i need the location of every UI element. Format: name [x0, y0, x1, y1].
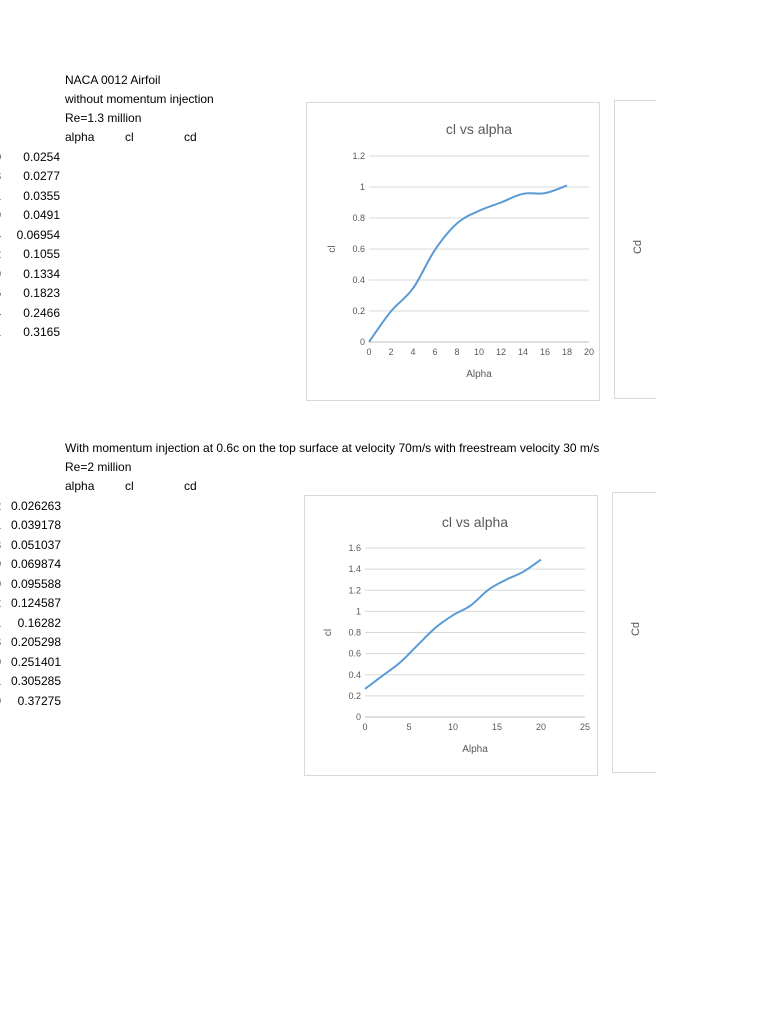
table-header-cell: cd: [184, 479, 197, 493]
x-tick-label: 20: [583, 347, 595, 357]
table-cell: 0.205298: [10, 635, 61, 649]
table-cell: [0, 189, 1, 203]
x-tick-label: 10: [473, 347, 485, 357]
table-cell: 0.1334: [23, 266, 60, 281]
chart-title: cl vs alpha: [441, 514, 509, 530]
data-table-2: [10, 479, 245, 714]
y-tick-label: 0.8: [352, 213, 365, 223]
y-tick-label: 0: [359, 337, 365, 347]
y-axis-label: cl: [327, 245, 338, 253]
y-tick-label: 1: [359, 182, 365, 192]
table-cell: 0.0355: [23, 188, 60, 203]
section1-title: NACA 0012 Airfoil: [65, 73, 161, 87]
y-tick-label: 1.2: [348, 585, 361, 596]
table-cell: 0.16282: [17, 615, 61, 630]
section2-reynolds: Re=2 million: [65, 460, 132, 474]
side-chart-1-ylabel: Cd: [632, 239, 645, 255]
x-axis-label: Alpha: [466, 369, 492, 380]
section1-subtitle: without momentum injection: [65, 92, 214, 106]
table-cell: [0, 596, 1, 610]
y-tick-label: 0.8: [348, 627, 361, 638]
table-cell: 0.3165: [23, 325, 60, 339]
y-tick-label: 0.2: [352, 306, 365, 316]
table-cell: [0, 325, 1, 339]
table-header-cell: cd: [184, 130, 197, 144]
x-tick-label: 6: [432, 347, 438, 357]
series-line: [365, 560, 541, 689]
table-cell: 0.06954: [16, 227, 60, 242]
x-tick-label: 0: [366, 347, 372, 357]
y-tick-label: 1: [355, 606, 361, 617]
table-cell: [0, 635, 1, 649]
x-tick-label: 0: [362, 722, 368, 732]
table-cell: [0, 694, 1, 708]
y-tick-label: 1.2: [352, 151, 365, 161]
y-tick-label: 1.4: [348, 564, 361, 575]
table-cell: [0, 499, 1, 513]
table-cell: [0, 208, 1, 222]
x-tick-label: 20: [535, 722, 547, 732]
table-cell: [0, 247, 1, 261]
x-tick-label: 12: [495, 347, 507, 357]
table-cell: [0, 557, 1, 571]
side-chart-2-frame: [612, 492, 656, 773]
table-cell: 0.251401: [10, 654, 61, 669]
table-cell: [0, 150, 1, 164]
table-cell: 0.095588: [10, 576, 61, 591]
x-tick-label: 8: [454, 347, 460, 357]
table-cell: 0.051037: [10, 537, 61, 552]
table-cell: [0, 655, 1, 669]
y-tick-label: 0.6: [352, 244, 365, 254]
table-cell: 0.37275: [17, 693, 61, 708]
table-cell: 0.069874: [10, 557, 61, 571]
side-chart-1-frame: [614, 100, 656, 399]
x-axis-label: Alpha: [462, 744, 488, 755]
x-tick-label: 18: [561, 347, 573, 357]
chart-1-frame: [306, 102, 600, 401]
x-tick-label: 2: [388, 347, 394, 357]
chart-title: cl vs alpha: [445, 121, 513, 137]
table-cell: [0, 616, 1, 630]
table-cell: 0.0491: [23, 208, 60, 222]
table-cell: 0.124587: [10, 596, 61, 610]
x-tick-label: 14: [517, 347, 529, 357]
table-cell: [0, 286, 1, 300]
table-header-cell: alpha: [65, 130, 95, 144]
table-header-cell: cl: [125, 479, 134, 493]
y-tick-label: 1.6: [348, 543, 361, 553]
series-line: [369, 185, 567, 342]
table-cell: 0.0254: [23, 149, 60, 164]
table-cell: 0.1823: [23, 286, 60, 300]
table-cell: [0, 228, 1, 242]
table-cell: 0.1055: [23, 247, 60, 261]
table-cell: 0.026263: [10, 498, 61, 513]
data-table-1: [16, 130, 245, 345]
y-tick-label: 0: [355, 712, 361, 722]
x-tick-label: 4: [410, 347, 416, 357]
table-header-cell: alpha: [65, 479, 95, 493]
table-cell: 0.0277: [23, 169, 60, 183]
table-cell: [0, 169, 1, 183]
x-tick-label: 25: [579, 722, 591, 732]
table-cell: [0, 577, 1, 591]
x-tick-label: 10: [447, 722, 459, 732]
x-tick-label: 5: [406, 722, 412, 732]
table-cell: [0, 518, 1, 532]
table-cell: [0, 267, 1, 281]
y-axis-label: cl: [323, 628, 334, 637]
y-tick-label: 0.4: [352, 275, 365, 285]
table-cell: [0, 674, 1, 688]
chart-2-frame: [304, 495, 598, 776]
table-cell: 0.039178: [10, 518, 61, 532]
table-header-cell: cl: [125, 130, 134, 144]
table-cell: [0, 538, 1, 552]
section1-reynolds: Re=1.3 million: [65, 111, 142, 125]
section2-title: With momentum injection at 0.6c on the top surface at velocity 70m/s with freestream velocity 30 m/s: [65, 441, 600, 455]
table-cell: 0.2466: [23, 305, 60, 320]
x-tick-label: 16: [539, 347, 551, 357]
y-tick-label: 0.2: [348, 690, 361, 701]
table-cell: [0, 306, 1, 320]
table-cell: 0.305285: [10, 674, 61, 688]
side-chart-2-ylabel: Cd: [630, 621, 643, 637]
x-tick-label: 15: [491, 722, 503, 732]
chart-1: [307, 103, 599, 400]
chart-2: [305, 496, 597, 775]
y-tick-label: 0.6: [348, 648, 361, 659]
y-tick-label: 0.4: [348, 669, 361, 680]
